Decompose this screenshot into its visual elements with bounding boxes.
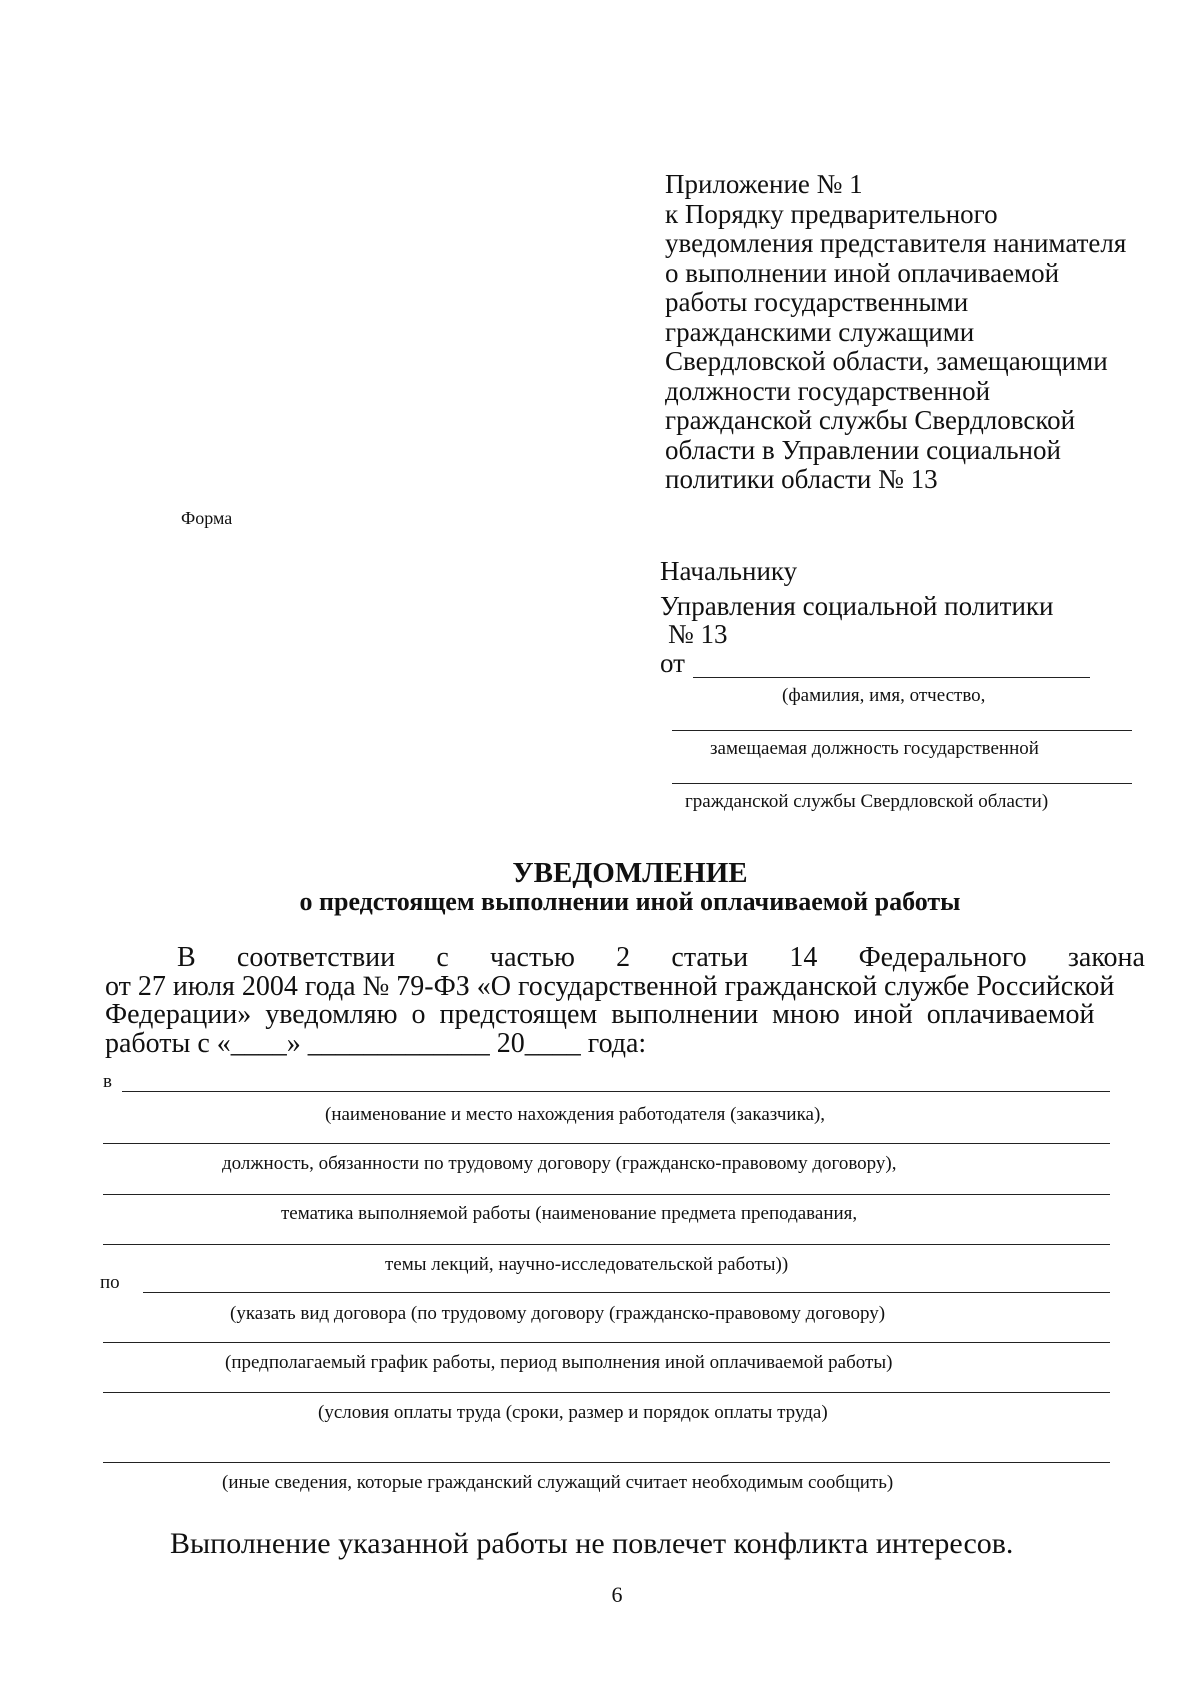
paragraph-line: работы с «____» _____________ 20____ года: [105, 1027, 647, 1059]
payment-caption: (условия оплаты труда (сроки, размер и порядок оплаты труда) [318, 1402, 828, 1423]
word: закона [1067, 942, 1145, 973]
appendix-line: уведомления представителя нанимателя [665, 228, 1127, 258]
from-caption: (фамилия, имя, отчество, [782, 685, 986, 706]
paragraph-line: Федерации» уведомляю о предстоящем выполнении мною иной оплачиваемой [105, 999, 1095, 1030]
document-subtitle: о предстоящем выполнении иной оплачиваемой работы [299, 887, 961, 916]
notice-paragraph [105, 944, 1145, 1058]
schedule-caption: (предполагаемый график работы, период выполнения иной оплачиваемой работы) [225, 1352, 893, 1373]
topic-line[interactable] [103, 1194, 1110, 1195]
employer-caption: (наименование и место нахождения работодателя (заказчика), [325, 1104, 826, 1125]
addressee-line: № 13 [668, 619, 728, 649]
other-info-caption: (иные сведения, которые гражданский служащий считает необходимым сообщить) [222, 1472, 894, 1493]
position-caption: замещаемая должность государственной [710, 738, 1039, 759]
word: соответствии [236, 942, 396, 973]
document-title: УВЕДОМЛЕНИЕ [512, 857, 748, 889]
lectures-line[interactable] [103, 1244, 1110, 1245]
service-line[interactable] [672, 783, 1132, 784]
v-label: в [103, 1071, 112, 1092]
contract-type-caption: (указать вид договора (по трудовому договору (гражданско-правовому договору) [230, 1303, 886, 1324]
word: 2 [616, 942, 631, 973]
from-label: от [660, 648, 685, 678]
from-name-line[interactable] [693, 677, 1090, 678]
employer-line[interactable] [122, 1091, 1110, 1092]
appendix-heading [665, 170, 1185, 495]
contract-type-line[interactable] [143, 1292, 1110, 1293]
service-caption: гражданской службы Свердловской области) [685, 791, 1049, 812]
appendix-line: должности государственной [665, 375, 991, 406]
form-label: Форма [181, 508, 233, 528]
appendix-line: Приложение № 1 [665, 169, 863, 199]
other-info-line[interactable] [103, 1462, 1110, 1463]
po-label: по [100, 1272, 120, 1293]
appendix-line: Свердловской области, замещающими [665, 346, 1108, 376]
appendix-line: к Порядку предварительного [665, 198, 998, 229]
lectures-caption: темы лекций, научно-исследовательской работы)) [385, 1254, 789, 1275]
closing-statement: Выполнение указанной работы не повлечет конфликта интересов. [170, 1527, 1014, 1560]
word: частью [490, 942, 575, 973]
duties-line[interactable] [103, 1143, 1110, 1144]
schedule-line[interactable] [103, 1342, 1110, 1343]
word: с [436, 942, 449, 973]
paragraph-line: от 27 июля 2004 года № 79-ФЗ «О государственной гражданской службе Российской [105, 970, 1115, 1002]
position-line[interactable] [672, 730, 1132, 731]
addressee-block [660, 554, 1140, 624]
word: В [177, 942, 196, 973]
addressee-number [660, 617, 1140, 652]
page-number: 6 [611, 1582, 623, 1607]
payment-line[interactable] [103, 1392, 1110, 1393]
appendix-line: области в Управлении социальной [665, 434, 1061, 465]
appendix-line: гражданской службы Свердловской [665, 405, 1076, 435]
word: Федерального [858, 942, 1027, 973]
appendix-line: гражданскими служащими [665, 316, 975, 347]
addressee-line: Начальнику [660, 556, 798, 586]
word: статьи [671, 942, 749, 973]
topic-caption: тематика выполняемой работы (наименование предмета преподавания, [281, 1203, 858, 1224]
addressee-line: Управления социальной политики [660, 591, 1054, 621]
appendix-line: о выполнении иной оплачиваемой [665, 257, 1060, 288]
appendix-line: политики области № 13 [665, 464, 938, 494]
appendix-line: работы государственными [665, 287, 969, 317]
word: 14 [789, 942, 818, 973]
duties-caption: должность, обязанности по трудовому договору (гражданско-правовому договору), [222, 1153, 897, 1174]
paragraph-line [105, 944, 1145, 973]
